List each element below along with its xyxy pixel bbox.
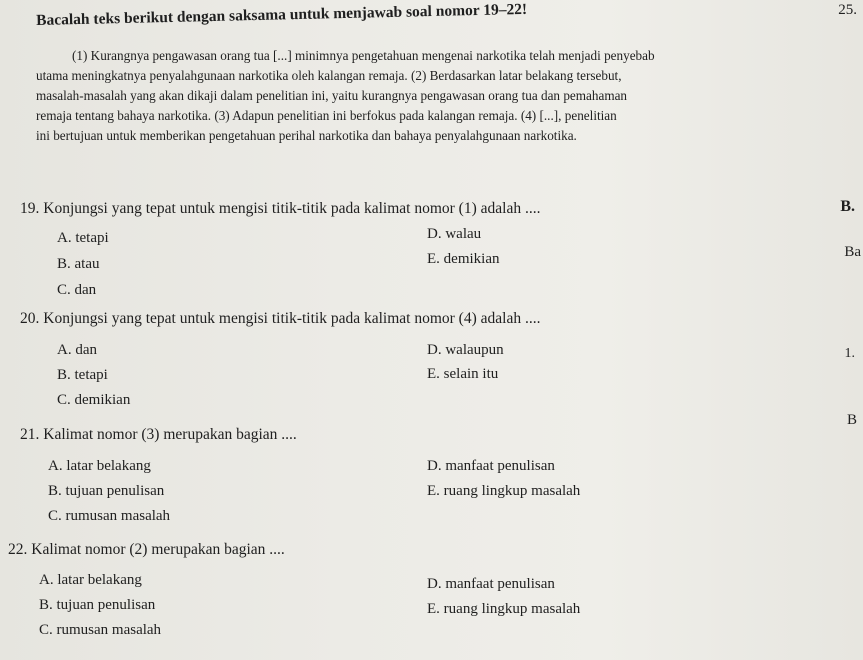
question-22-option-a[interactable]: A. latar belakang bbox=[39, 572, 142, 588]
question-20-text: 20. Konjungsi yang tepat untuk mengisi titik-titik pada kalimat nomor (4) adalah .... bbox=[20, 310, 541, 327]
question-22-text: 22. Kalimat nomor (2) merupakan bagian .... bbox=[8, 541, 285, 558]
question-21-text: 21. Kalimat nomor (3) merupakan bagian .... bbox=[20, 426, 297, 443]
question-19-option-d[interactable]: D. walau bbox=[427, 226, 482, 242]
question-22-option-d[interactable]: D. manfaat penulisan bbox=[427, 576, 555, 592]
question-19-option-a[interactable]: A. tetapi bbox=[57, 230, 109, 246]
reading-passage bbox=[36, 46, 796, 146]
question-19-option-b[interactable]: B. atau bbox=[57, 256, 100, 272]
question-22-option-e[interactable]: E. ruang lingkup masalah bbox=[427, 601, 581, 617]
instruction-heading: Bacalah teks berikut dengan saksama untuk menjawab soal nomor 19–22! bbox=[36, 0, 528, 29]
cropped-column-label: B bbox=[846, 412, 857, 428]
question-21-option-a[interactable]: A. latar belakang bbox=[48, 458, 151, 474]
question-19-option-e[interactable]: E. demikian bbox=[427, 251, 500, 267]
passage-line: utama meningkatnya penyalahgunaan narkotika oleh kalangan remaja. (2) Berdasarkan latar belakang tersebut, bbox=[36, 68, 622, 83]
cropped-column-label: Ba bbox=[844, 244, 861, 260]
question-19-text: 19. Konjungsi yang tepat untuk mengisi titik-titik pada kalimat nomor (1) adalah .... bbox=[20, 200, 541, 217]
question-21-option-c[interactable]: C. rumusan masalah bbox=[48, 508, 171, 524]
question-21-option-e[interactable]: E. ruang lingkup masalah bbox=[427, 483, 581, 499]
question-22-option-c[interactable]: C. rumusan masalah bbox=[39, 622, 162, 638]
passage-line: (1) Kurangnya pengawasan orang tua [...] minimnya pengetahuan mengenai narkotika telah menjadi penyebab bbox=[72, 48, 655, 63]
question-21-option-b[interactable]: B. tujuan penulisan bbox=[48, 483, 165, 499]
question-20-option-e[interactable]: E. selain itu bbox=[427, 366, 499, 382]
page-number: 25. bbox=[838, 2, 857, 18]
question-21-option-d[interactable]: D. manfaat penulisan bbox=[427, 458, 555, 474]
question-20-option-d[interactable]: D. walaupun bbox=[427, 342, 504, 358]
cropped-column-label: 1. bbox=[844, 346, 855, 361]
question-20-option-b[interactable]: B. tetapi bbox=[57, 367, 108, 383]
question-22-option-b[interactable]: B. tujuan penulisan bbox=[39, 597, 156, 613]
passage-line: masalah-masalah yang akan dikaji dalam penelitian ini, yaitu kurangnya pengawasan orang tua dan pemahaman bbox=[36, 88, 628, 103]
cropped-column-label: B. bbox=[840, 198, 855, 215]
passage-line: ini bertujuan untuk memberikan pengetahuan perihal narkotika dan bahaya penyalahgunaan narkotika. bbox=[36, 128, 577, 143]
passage-line: remaja tentang bahaya narkotika. (3) Adapun penelitian ini berfokus pada kalangan remaja. (4) [...], penelitian bbox=[36, 108, 617, 123]
question-20-option-a[interactable]: A. dan bbox=[57, 342, 97, 358]
question-20-option-c[interactable]: C. demikian bbox=[57, 392, 131, 408]
question-19-option-c[interactable]: C. dan bbox=[57, 282, 97, 298]
